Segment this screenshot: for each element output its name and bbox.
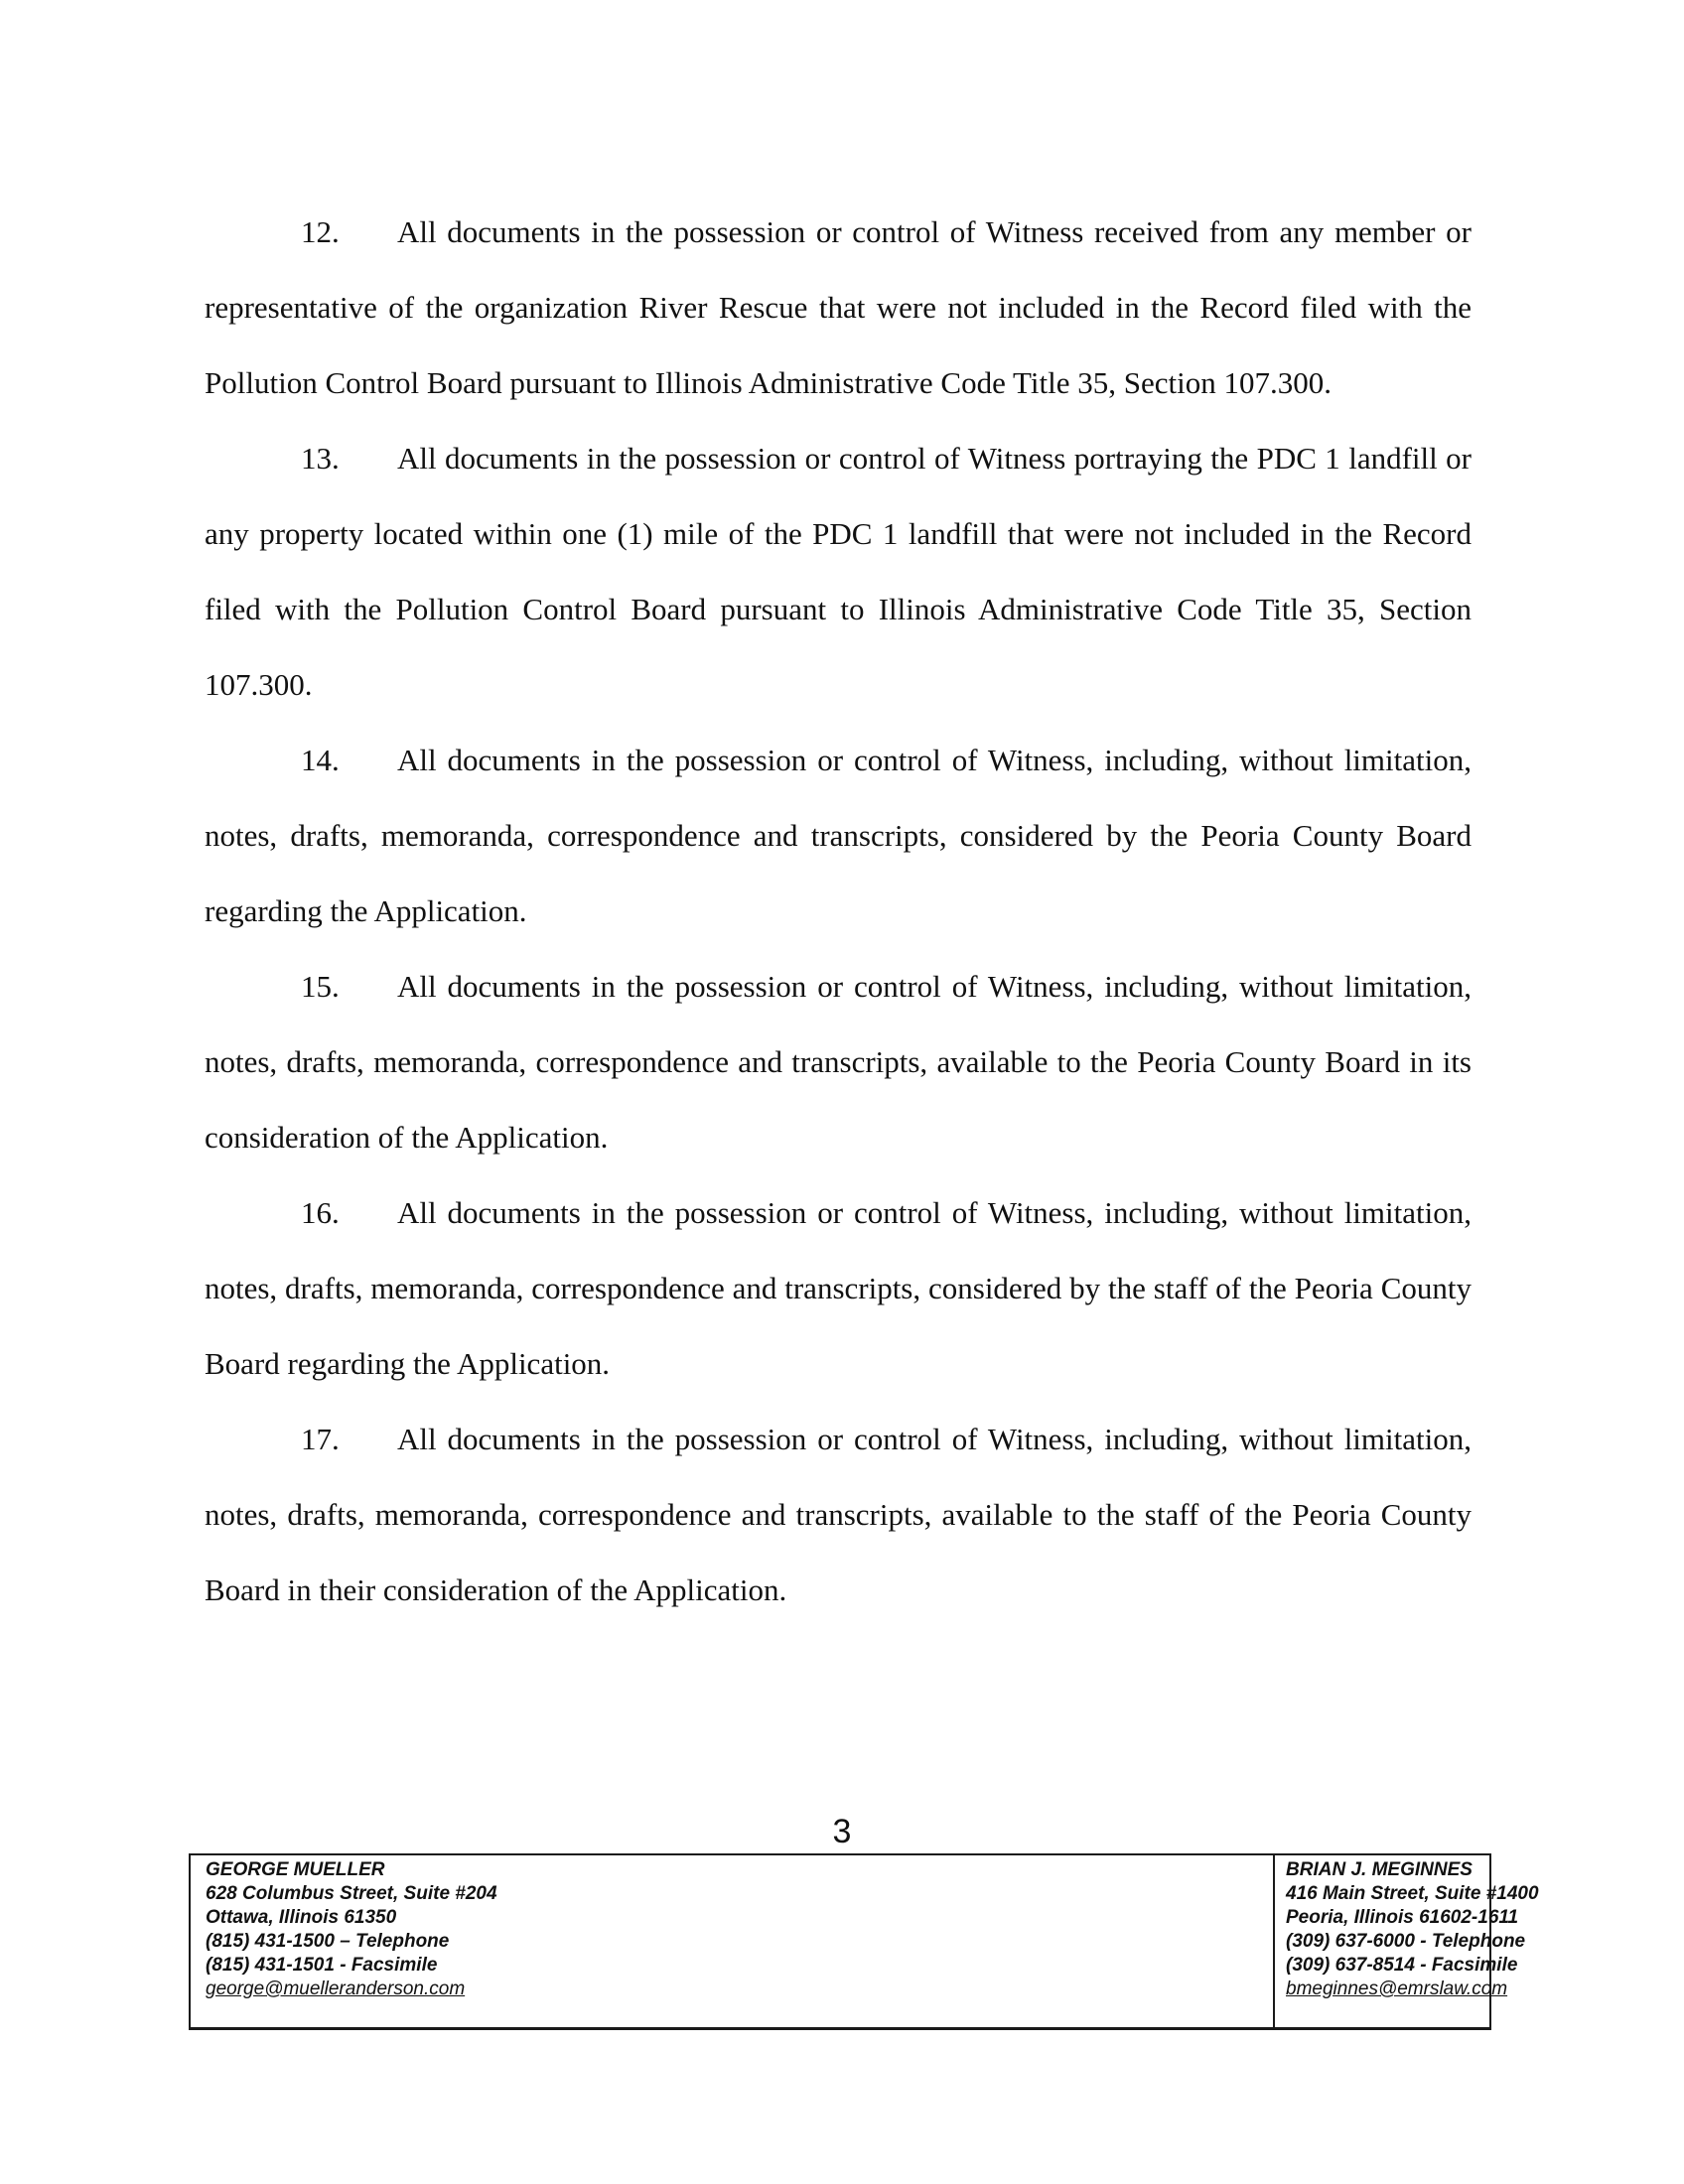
paragraph-text: All documents in the possession or control of Witness, including, without limitation, notes, drafts, memoranda, correspondence and transcripts, available to the staff of the Peoria County Board in their consideration of the Application. (205, 1422, 1472, 1607)
attorney-phone: (309) 637-6000 - Telephone (1286, 1931, 1526, 1952)
attorney-address: 416 Main Street, Suite #1400 (1286, 1883, 1539, 1904)
paragraph-text: All documents in the possession or control of Witness, including, without limitation, notes, drafts, memoranda, correspondence and transcripts, considered by the Peoria County Board regarding the Application. (205, 743, 1472, 928)
attorney-fax: (309) 637-8514 - Facsimile (1286, 1955, 1518, 1976)
request-paragraph-13 (205, 421, 1472, 723)
attorney-email-link[interactable]: bmeginnes@emrslaw.com (1286, 1979, 1508, 1999)
request-paragraph-15 (205, 949, 1472, 1175)
attorney-city: Peoria, Illinois 61602-1611 (1286, 1907, 1519, 1928)
attorney-phone: (815) 431-1500 – Telephone (206, 1931, 450, 1952)
paragraph-number: 14. (301, 743, 340, 777)
request-list (205, 195, 1472, 1628)
attorney-footer (189, 1853, 1539, 2030)
attorney-fax: (815) 431-1501 - Facsimile (206, 1955, 438, 1976)
footer-divider (1273, 1855, 1275, 2027)
attorney-email-link[interactable]: george@muelleranderson.com (206, 1979, 466, 1999)
paragraph-text: All documents in the possession or control of Witness, including, without limitation, notes, drafts, memoranda, correspondence and transcripts, considered by the staff of the Peoria County Board regarding the Application. (205, 1195, 1472, 1381)
paragraph-number: 12. (301, 214, 340, 249)
paragraph-text: All documents in the possession or control of Witness portraying the PDC 1 landfill or any property located within one (1) mile of the PDC 1 landfill that were not included in the Record filed with the Pollution Control Board pursuant to Illinois Administrative Code Title 35, Section 107.300. (205, 441, 1472, 702)
paragraph-number: 15. (301, 969, 340, 1004)
page-number: 3 (832, 1813, 852, 1850)
paragraph-number: 13. (301, 441, 340, 476)
attorney-contact-right (1286, 1858, 1539, 2001)
attorney-city: Ottawa, Illinois 61350 (206, 1907, 397, 1928)
paragraph-number: 17. (301, 1422, 340, 1456)
paragraph-text: All documents in the possession or control of Witness received from any member or representative of the organization River Rescue that were not included in the Record filed with the Pollution Control Board pursuant to Illinois Administrative Code Title 35, Section 107.300. (205, 214, 1472, 400)
request-paragraph-16 (205, 1175, 1472, 1402)
attorney-name: BRIAN J. MEGINNES (1286, 1859, 1473, 1880)
request-paragraph-14 (205, 723, 1472, 949)
paragraph-text: All documents in the possession or control of Witness, including, without limitation, notes, drafts, memoranda, correspondence and transcripts, available to the Peoria County Board in its consideration of the Application. (205, 969, 1472, 1155)
request-paragraph-12 (205, 195, 1472, 421)
attorney-address: 628 Columbus Street, Suite #204 (206, 1883, 497, 1904)
attorney-contact-left (206, 1858, 497, 2001)
request-paragraph-17 (205, 1402, 1472, 1628)
attorney-name: GEORGE MUELLER (206, 1859, 385, 1880)
paragraph-number: 16. (301, 1195, 340, 1230)
